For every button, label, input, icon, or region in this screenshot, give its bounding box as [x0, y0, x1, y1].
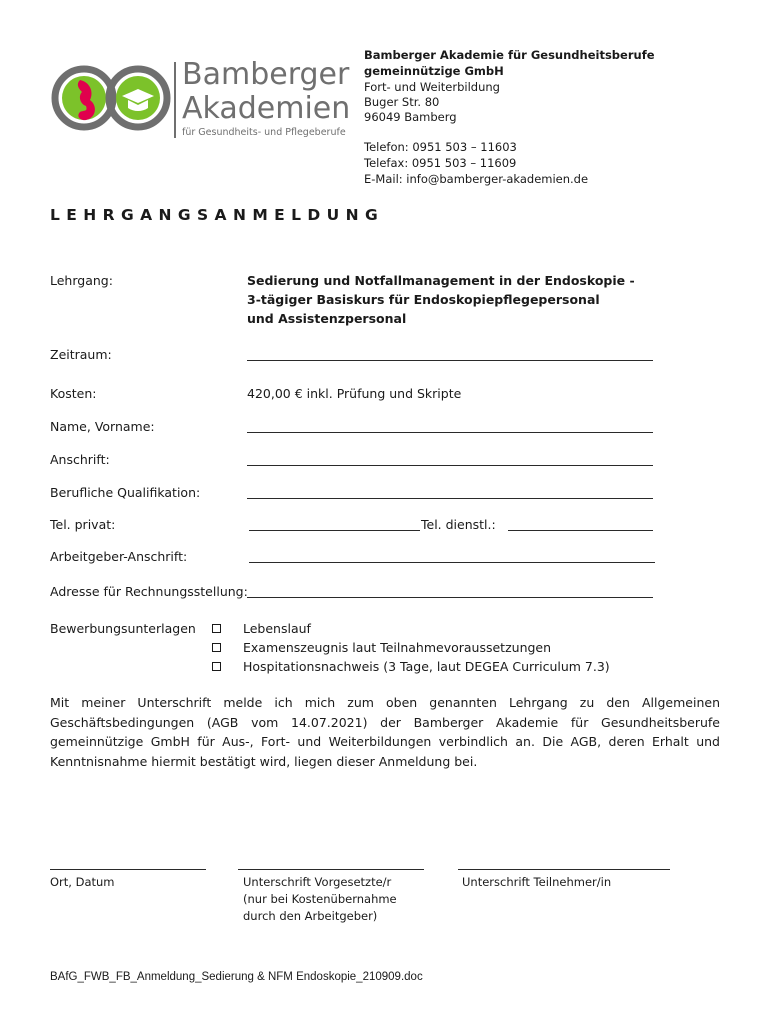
- checkbox-hospitation[interactable]: [212, 662, 221, 671]
- arbeitgeber-field[interactable]: [249, 562, 655, 563]
- logo: [50, 57, 351, 140]
- agb-paragraph: Mit meiner Unterschrift melde ich mich zum oben genannten Lehrgang zu den Allgemeinen Geschäftsbedingungen (AGB vom 14.07.2021) der Bamberger Akademie für Gesundheitsberufe gemeinnützige GmbH für Aus-, Fort- und Weiterbildungen verbindlich an. Die AGB, deren Erhalt und Kenntnisnahme hiermit bestätigt wird, liegen dieser Anmeldung bei.: [50, 695, 720, 769]
- anschrift-field[interactable]: [247, 465, 653, 466]
- bewerbung-item-examenszeugnis: Examenszeugnis laut Teilnahmevoraussetzungen: [243, 640, 552, 655]
- lehrgang-title-line2: 3-tägiger Basiskurs für Endoskopiepflegepersonal: [247, 292, 600, 307]
- org-email: E-Mail: info@bamberger-akademien.de: [364, 172, 589, 186]
- lehrgang-title-line3: und Assistenzpersonal: [247, 311, 407, 326]
- rechnung-label: Adresse für Rechnungsstellung:: [50, 584, 248, 599]
- name-field[interactable]: [247, 432, 653, 433]
- ort-datum-field[interactable]: [50, 869, 206, 870]
- org-dept: Fort- und Weiterbildung: [364, 80, 500, 94]
- org-phone: Telefon: 0951 503 – 11603: [364, 140, 517, 154]
- vorgesetzte-note-line1: (nur bei Kostenübernahme: [243, 892, 397, 906]
- checkbox-examenszeugnis[interactable]: [212, 643, 221, 652]
- arbeitgeber-label: Arbeitgeber-Anschrift:: [50, 549, 188, 564]
- kosten-label: Kosten:: [50, 386, 97, 401]
- tel-privat-field[interactable]: [249, 530, 420, 531]
- anschrift-label: Anschrift:: [50, 452, 110, 467]
- teilnehmer-label: Unterschrift Teilnehmer/in: [462, 875, 612, 889]
- tel-dienstl-label: Tel. dienstl.:: [421, 517, 496, 532]
- ort-datum-label: Ort, Datum: [50, 875, 115, 889]
- qualifikation-label: Berufliche Qualifikation:: [50, 485, 201, 500]
- vorgesetzte-note-line2: durch den Arbeitgeber): [243, 909, 378, 923]
- zeitraum-field[interactable]: [247, 360, 653, 361]
- org-city: 96049 Bamberg: [364, 110, 457, 124]
- logo-text-line2: Akademien: [182, 91, 351, 126]
- org-fax: Telefax: 0951 503 – 11609: [364, 156, 517, 170]
- name-label: Name, Vorname:: [50, 419, 155, 434]
- tel-dienstl-field[interactable]: [508, 530, 653, 531]
- logo-tagline: für Gesundheits- und Pflegeberufe: [182, 127, 346, 138]
- vorgesetzte-signature-field[interactable]: [238, 869, 424, 870]
- page-title: LEHRGANGSANMELDUNG: [50, 206, 385, 224]
- zeitraum-label: Zeitraum:: [50, 347, 112, 362]
- footer-filename: BAfG_FWB_FB_Anmeldung_Sedierung & NFM Endoskopie_210909.doc: [50, 971, 423, 983]
- logo-text-line1: Bamberger: [182, 57, 350, 92]
- bewerbung-item-hospitation: Hospitationsnachweis (3 Tage, laut DEGEA Curriculum 7.3): [243, 659, 610, 674]
- kosten-value: 420,00 € inkl. Prüfung und Skripte: [247, 386, 462, 401]
- teilnehmer-signature-field[interactable]: [458, 869, 670, 870]
- tel-privat-label: Tel. privat:: [50, 517, 116, 532]
- vorgesetzte-label: Unterschrift Vorgesetzte/r: [243, 875, 392, 889]
- bewerbung-item-lebenslauf: Lebenslauf: [243, 621, 311, 636]
- org-name-line1: Bamberger Akademie für Gesundheitsberufe: [364, 48, 655, 62]
- qualifikation-field[interactable]: [247, 498, 653, 499]
- org-name-line2: gemeinnützige GmbH: [364, 64, 504, 78]
- rechnung-field[interactable]: [247, 597, 653, 598]
- org-street: Buger Str. 80: [364, 95, 440, 109]
- bewerbung-label: Bewerbungsunterlagen: [50, 621, 196, 636]
- lehrgang-title-line1: Sedierung und Notfallmanagement in der Endoskopie -: [247, 273, 635, 288]
- checkbox-lebenslauf[interactable]: [212, 624, 221, 633]
- lehrgang-label: Lehrgang:: [50, 273, 113, 288]
